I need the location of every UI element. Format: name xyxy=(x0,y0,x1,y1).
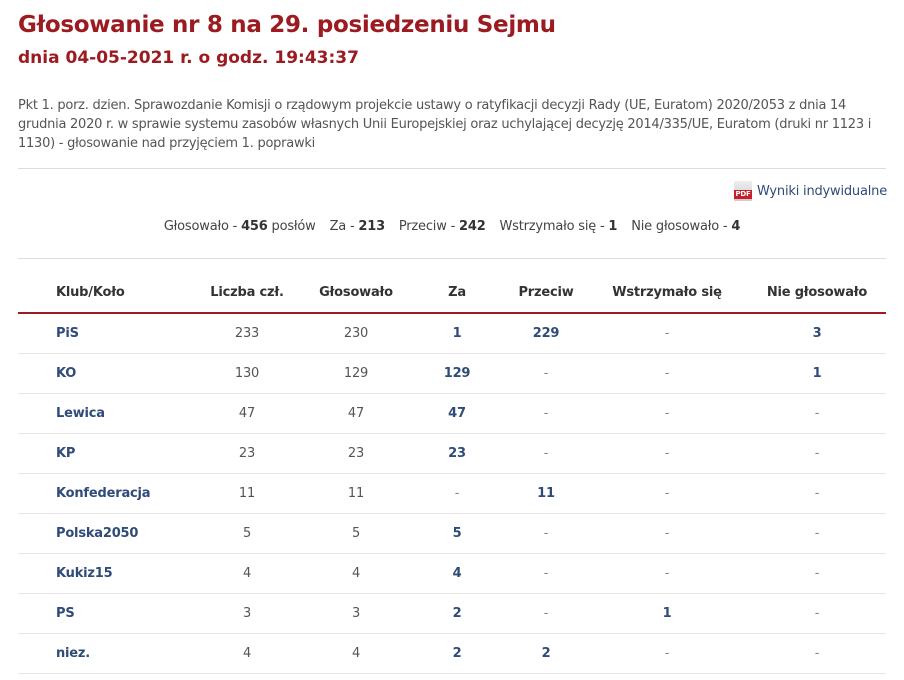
cell-abstain: - xyxy=(586,634,748,674)
page-title: Głosowanie nr 8 na 29. posiedzeniu Sejmu xyxy=(18,12,556,38)
individual-results-label: Wyniki indywidualne xyxy=(757,183,887,199)
cell-members: 11 xyxy=(190,474,304,514)
cell-voted: 230 xyxy=(304,313,408,354)
cell-members: 4 xyxy=(190,634,304,674)
table-row xyxy=(18,474,886,514)
cell-absent: - xyxy=(748,474,886,514)
cell-abstain: - xyxy=(586,394,748,434)
against-label: Przeciw - xyxy=(398,219,459,234)
cell-for[interactable]: 23 xyxy=(408,434,506,474)
cell-absent: - xyxy=(748,594,886,634)
cell-against: - xyxy=(506,434,586,474)
cell-members: 47 xyxy=(190,394,304,434)
cell-for: - xyxy=(408,474,506,514)
pdf-icon-label: PDF xyxy=(735,190,751,198)
for-count: 213 xyxy=(358,219,385,234)
table-row xyxy=(18,634,886,674)
cell-against: - xyxy=(506,514,586,554)
club-name-link[interactable]: Kukiz15 xyxy=(18,554,190,594)
table-row xyxy=(18,594,886,634)
column-header-voted: Głosowało xyxy=(304,273,408,313)
cell-absent: - xyxy=(748,634,886,674)
agenda-description: Pkt 1. porz. dzien. Sprawozdanie Komisji o rządowym projekcie ustawy o ratyfikacji decyzji Rady (UE, Euratom) 2020/2053 z dnia 14 grudnia 2020 r. w sprawie systemu zasobów własnych Unii Europejskiej oraz uchylającej decyzję 2014/335/UE, Euratom (druki nr 1123 i 1130) - głosowanie nad przyjęciem 1. poprawki xyxy=(18,98,872,151)
cell-for[interactable]: 4 xyxy=(408,554,506,594)
cell-absent: - xyxy=(748,434,886,474)
divider xyxy=(18,168,886,169)
voted-suffix: posłów xyxy=(267,219,316,234)
table-row xyxy=(18,313,886,354)
voted-label: Głosowało - xyxy=(163,219,242,234)
cell-absent: - xyxy=(748,554,886,594)
cell-voted: 129 xyxy=(304,354,408,394)
cell-against[interactable]: 11 xyxy=(506,474,586,514)
cell-for[interactable]: 129 xyxy=(408,354,506,394)
column-header-abstain: Wstrzymało się xyxy=(586,273,748,313)
pdf-icon xyxy=(734,181,752,201)
abstain-label: Wstrzymało się - xyxy=(499,219,609,234)
individual-results-link[interactable] xyxy=(734,181,887,201)
cell-abstain: - xyxy=(586,474,748,514)
cell-absent[interactable]: 3 xyxy=(748,313,886,354)
column-header-absent: Nie głosowało xyxy=(748,273,886,313)
club-name-link[interactable]: PS xyxy=(18,594,190,634)
divider xyxy=(18,258,886,259)
column-header-members: Liczba czł. xyxy=(190,273,304,313)
table-row xyxy=(18,394,886,434)
cell-for[interactable]: 5 xyxy=(408,514,506,554)
cell-for[interactable]: 2 xyxy=(408,594,506,634)
cell-members: 130 xyxy=(190,354,304,394)
column-header-against: Przeciw xyxy=(506,273,586,313)
cell-abstain: - xyxy=(586,514,748,554)
cell-members: 3 xyxy=(190,594,304,634)
vote-datetime: dnia 04-05-2021 r. o godz. 19:43:37 xyxy=(18,48,359,68)
cell-against: - xyxy=(506,394,586,434)
club-name-link[interactable]: PiS xyxy=(18,313,190,354)
absent-count: 4 xyxy=(731,219,741,234)
cell-abstain: - xyxy=(586,434,748,474)
cell-voted: 23 xyxy=(304,434,408,474)
cell-absent: - xyxy=(748,394,886,434)
absent-label: Nie głosowało - xyxy=(631,219,732,234)
cell-abstain[interactable]: 1 xyxy=(586,594,748,634)
abstain-count: 1 xyxy=(608,219,618,234)
club-name-link[interactable]: KP xyxy=(18,434,190,474)
cell-voted: 3 xyxy=(304,594,408,634)
cell-against: - xyxy=(506,354,586,394)
table-row xyxy=(18,354,886,394)
column-header-club: Klub/Koło xyxy=(18,273,190,313)
for-label: Za - xyxy=(329,219,359,234)
club-name-link[interactable]: Polska2050 xyxy=(18,514,190,554)
table-row xyxy=(18,434,886,474)
cell-voted: 11 xyxy=(304,474,408,514)
table-row xyxy=(18,514,886,554)
club-results-table xyxy=(18,273,886,674)
cell-members: 233 xyxy=(190,313,304,354)
cell-members: 23 xyxy=(190,434,304,474)
cell-members: 4 xyxy=(190,554,304,594)
cell-against: - xyxy=(506,594,586,634)
club-name-link[interactable]: Lewica xyxy=(18,394,190,434)
club-name-link[interactable]: niez. xyxy=(18,634,190,674)
cell-voted: 47 xyxy=(304,394,408,434)
cell-abstain: - xyxy=(586,354,748,394)
cell-against[interactable]: 2 xyxy=(506,634,586,674)
cell-members: 5 xyxy=(190,514,304,554)
cell-abstain: - xyxy=(586,313,748,354)
cell-for[interactable]: 47 xyxy=(408,394,506,434)
column-header-for: Za xyxy=(408,273,506,313)
table-row xyxy=(18,554,886,594)
against-count: 242 xyxy=(459,219,486,234)
cell-absent: - xyxy=(748,514,886,554)
cell-voted: 5 xyxy=(304,514,408,554)
table-header-row xyxy=(18,273,886,313)
club-name-link[interactable]: KO xyxy=(18,354,190,394)
cell-voted: 4 xyxy=(304,634,408,674)
vote-summary xyxy=(0,219,904,234)
cell-for[interactable]: 2 xyxy=(408,634,506,674)
voted-count: 456 xyxy=(241,219,268,234)
cell-voted: 4 xyxy=(304,554,408,594)
cell-absent[interactable]: 1 xyxy=(748,354,886,394)
cell-for[interactable]: 1 xyxy=(408,313,506,354)
cell-against: - xyxy=(506,554,586,594)
cell-against[interactable]: 229 xyxy=(506,313,586,354)
cell-abstain: - xyxy=(586,554,748,594)
club-name-link[interactable]: Konfederacja xyxy=(18,474,190,514)
